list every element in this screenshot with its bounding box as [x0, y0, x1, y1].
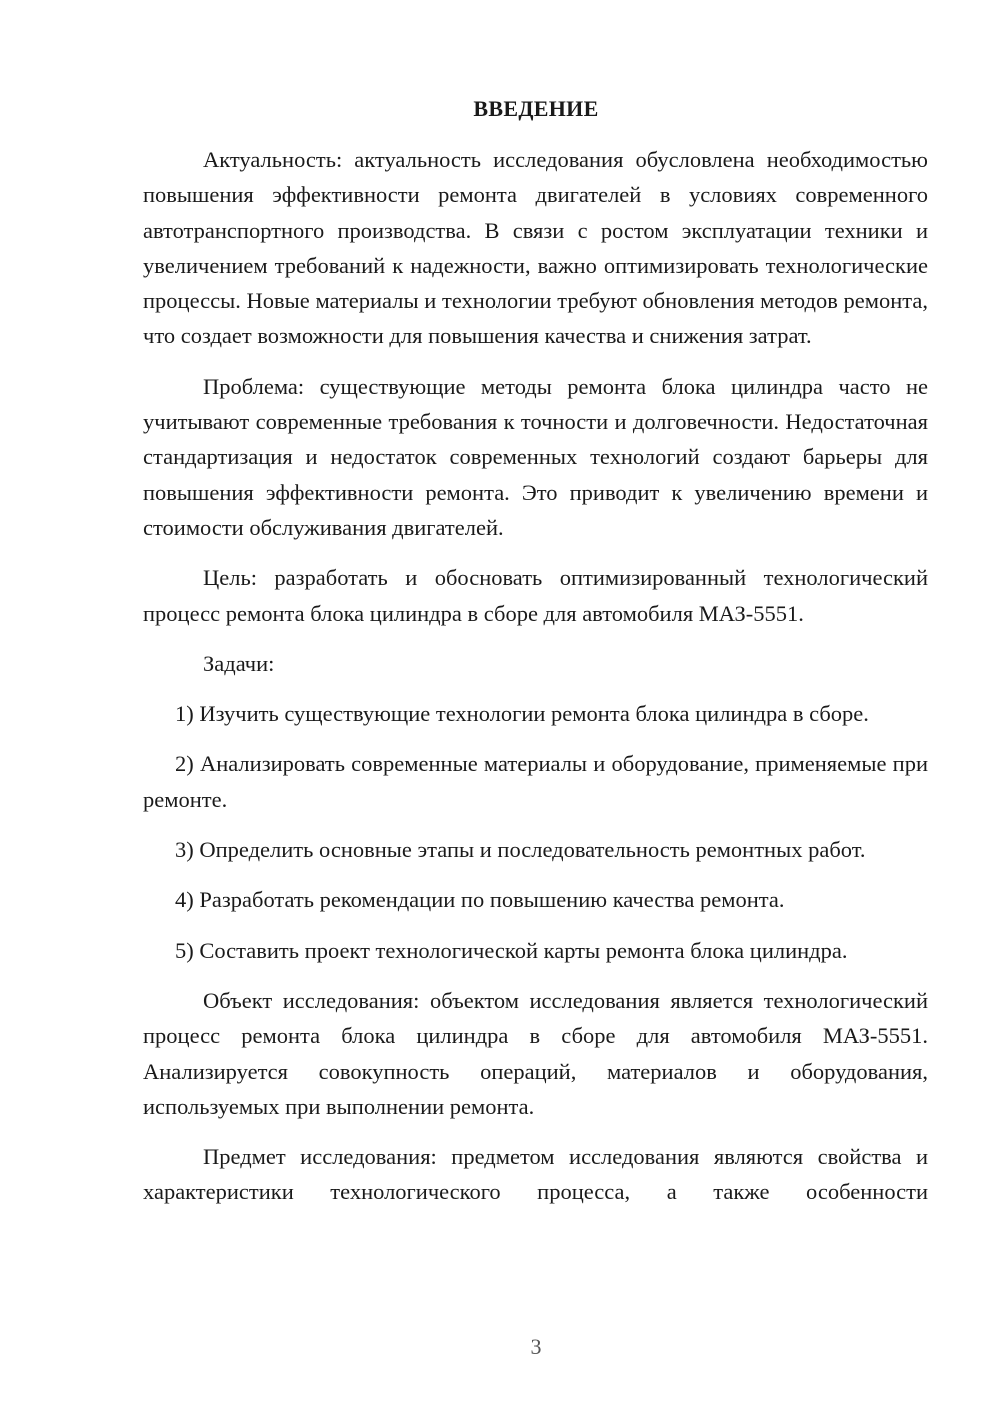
- paragraph-goal: Цель: разработать и обосновать оптимизированный технологический процесс ремонта блока цилиндра в сборе для автомобиля МАЗ-5551.: [143, 565, 928, 626]
- paragraph-problem: Проблема: существующие методы ремонта блока цилиндра часто не учитывают современные требования к точности и долговечности. Недостаточная стандартизация и недостаток современных технологий создают барьеры для повышения эффективности ремонта. Это приводит к увеличению времени и стоимости обслуживания двигателей.: [143, 373, 928, 540]
- task-item-3: 3) Определить основные этапы и последовательность ремонтных работ.: [175, 837, 866, 863]
- page-number: 3: [530, 1334, 542, 1359]
- task-item-1: 1) Изучить существующие технологии ремонта блока цилиндра в сборе.: [175, 701, 869, 727]
- page-title: ВВЕДЕНИЕ: [473, 96, 599, 121]
- document-body: [143, 142, 928, 1225]
- task-item-2: 2) Анализировать современные материалы и оборудование, применяемые при ремонте.: [143, 751, 928, 812]
- paragraph-object: Объект исследования: объектом исследования является технологический процесс ремонта блока цилиндра в сборе для автомобиля МАЗ-5551. Анализируется совокупность операций, материалов и оборудования, используемых при выполнении ремонта.: [143, 987, 928, 1119]
- paragraph-tasks-heading: Задачи:: [203, 650, 275, 676]
- task-item-4: 4) Разработать рекомендации по повышению качества ремонта.: [175, 887, 785, 913]
- paragraph-subject: Предмет исследования: предметом исследования являются свойства и характеристики технологического процесса, а также особенности: [143, 1144, 928, 1205]
- task-item-5: 5) Составить проект технологической карты ремонта блока цилиндра.: [175, 937, 848, 963]
- paragraph-relevance: Актуальность: актуальность исследования обусловлена необходимостью повышения эффективности ремонта двигателей в условиях современного автотранспортного производства. В связи с ростом эксплуатации техники и увеличением требований к надежности, важно оптимизировать технологические процессы. Новые материалы и технологии требуют обновления методов ремонта, что создает возможности для повышения качества и снижения затрат.: [143, 147, 928, 349]
